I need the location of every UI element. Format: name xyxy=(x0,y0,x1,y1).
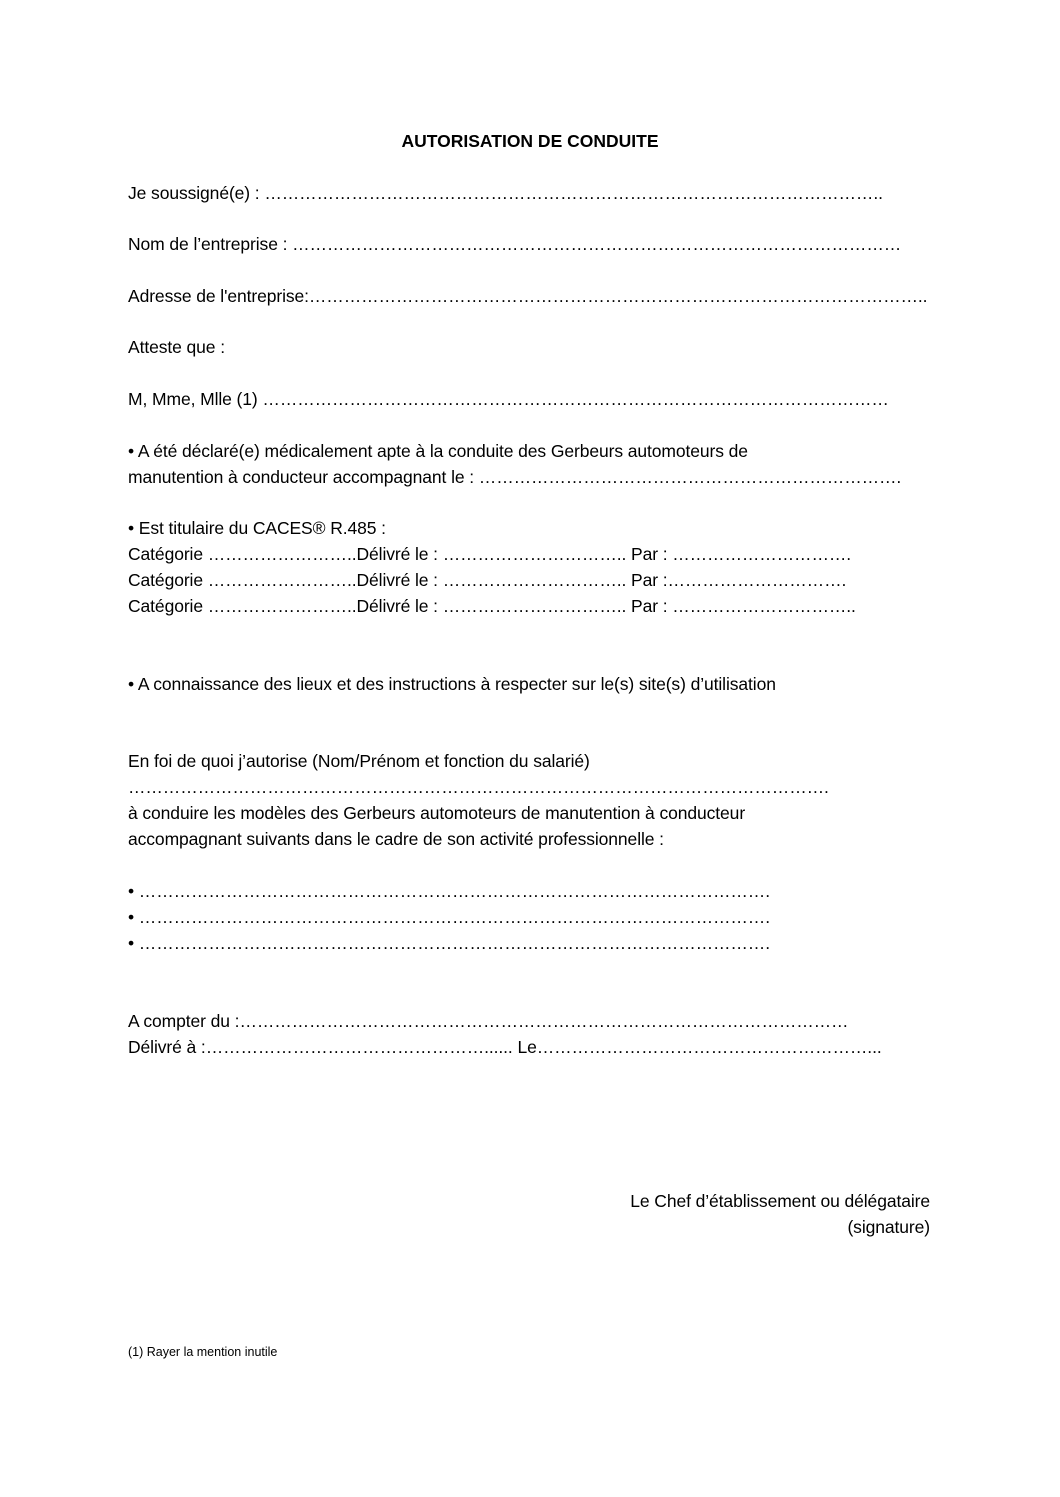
apte-date-field[interactable]: ………………………………………………………………. xyxy=(474,467,902,487)
par-field[interactable]: …………………………. xyxy=(667,544,852,564)
en-foi-line-3: à conduire les modèles des Gerbeurs automoteurs de manutention à conducteur xyxy=(128,803,746,823)
a-compter-field[interactable]: …………………………………………………………………………………………… xyxy=(239,1011,849,1031)
signature-label: (signature) xyxy=(847,1217,930,1237)
en-foi-line-1: En foi de quoi j’autorise (Nom/Prénom et fonction du salarié) xyxy=(128,751,590,771)
delivre-a-line xyxy=(128,1035,882,1059)
adresse-entreprise-field[interactable]: …………………………………………………………………………………………….. xyxy=(308,286,928,306)
delivre-le-label: Délivré le : xyxy=(356,596,438,616)
par-field[interactable]: …………………………. xyxy=(667,570,847,590)
delivre-le-field[interactable]: ………………………….. xyxy=(437,596,632,616)
caces-heading: • Est titulaire du CACES® R.485 : xyxy=(128,518,386,538)
soussigne-field[interactable]: …………………………………………………………………………………………….. xyxy=(259,183,883,203)
delivre-le-field[interactable]: ………………………….. xyxy=(437,570,632,590)
caces-row xyxy=(128,568,846,592)
par-field[interactable]: ………………………….. xyxy=(667,596,856,616)
categorie-label: Catégorie xyxy=(128,596,203,616)
par-label: Par : xyxy=(631,596,668,616)
categorie-field[interactable]: …………………….. xyxy=(202,570,357,590)
le-date-field[interactable]: …………………………………………………... xyxy=(536,1037,882,1057)
salarie-field[interactable]: …………………………………………………………………………………………………………. xyxy=(128,777,829,797)
delivre-le-label: Délivré le : xyxy=(356,544,438,564)
categorie-label: Catégorie xyxy=(128,544,203,564)
document-title: AUTORISATION DE CONDUITE xyxy=(401,131,659,151)
apte-label: manutention à conducteur accompagnant le : xyxy=(128,467,475,487)
par-label: Par : xyxy=(631,544,668,564)
civilite-line xyxy=(128,387,889,411)
modele-field[interactable]: • ………………………………………………………………………………………………. xyxy=(128,933,770,953)
delivre-a-label: Délivré à : xyxy=(128,1037,206,1057)
civilite-label: M, Mme, Mlle (1) xyxy=(128,389,258,409)
a-compter-line xyxy=(128,1009,848,1033)
par-label: Par : xyxy=(631,570,668,590)
nom-entreprise-label: Nom de l’entreprise : xyxy=(128,234,288,254)
le-label: Le xyxy=(517,1037,537,1057)
adresse-entreprise-label: Adresse de l'entreprise: xyxy=(128,286,309,306)
caces-row xyxy=(128,542,851,566)
connaissance-line: • A connaissance des lieux et des instructions à respecter sur le(s) site(s) d’utilisation xyxy=(128,674,776,694)
soussigne-line xyxy=(128,181,883,205)
apte-line-2 xyxy=(128,465,901,489)
en-foi-line-4: accompagnant suivants dans le cadre de son activité professionnelle : xyxy=(128,829,664,849)
a-compter-label: A compter du : xyxy=(128,1011,240,1031)
delivre-le-label: Délivré le : xyxy=(356,570,438,590)
civilite-field[interactable]: ……………………………………………………………………………………………… xyxy=(257,389,889,409)
nom-entreprise-field[interactable]: …………………………………………………………………………………………… xyxy=(287,234,902,254)
footnote: (1) Rayer la mention inutile xyxy=(128,1345,278,1359)
nom-entreprise-line xyxy=(128,232,901,256)
categorie-label: Catégorie xyxy=(128,570,203,590)
signature-title: Le Chef d’établissement ou délégataire xyxy=(630,1191,930,1211)
caces-row xyxy=(128,594,856,618)
apte-line-1: • A été déclaré(e) médicalement apte à la conduite des Gerbeurs automoteurs de xyxy=(128,441,748,461)
modele-field[interactable]: • ………………………………………………………………………………………………. xyxy=(128,881,770,901)
categorie-field[interactable]: …………………….. xyxy=(202,544,357,564)
delivre-le-field[interactable]: ………………………….. xyxy=(437,544,632,564)
adresse-entreprise-line xyxy=(128,284,927,308)
categorie-field[interactable]: …………………….. xyxy=(202,596,357,616)
modele-field[interactable]: • ………………………………………………………………………………………………. xyxy=(128,907,770,927)
soussigne-label: Je soussigné(e) : xyxy=(128,183,260,203)
atteste-que: Atteste que : xyxy=(128,337,225,357)
delivre-a-field[interactable]: …………………………………………...... xyxy=(205,1037,518,1057)
